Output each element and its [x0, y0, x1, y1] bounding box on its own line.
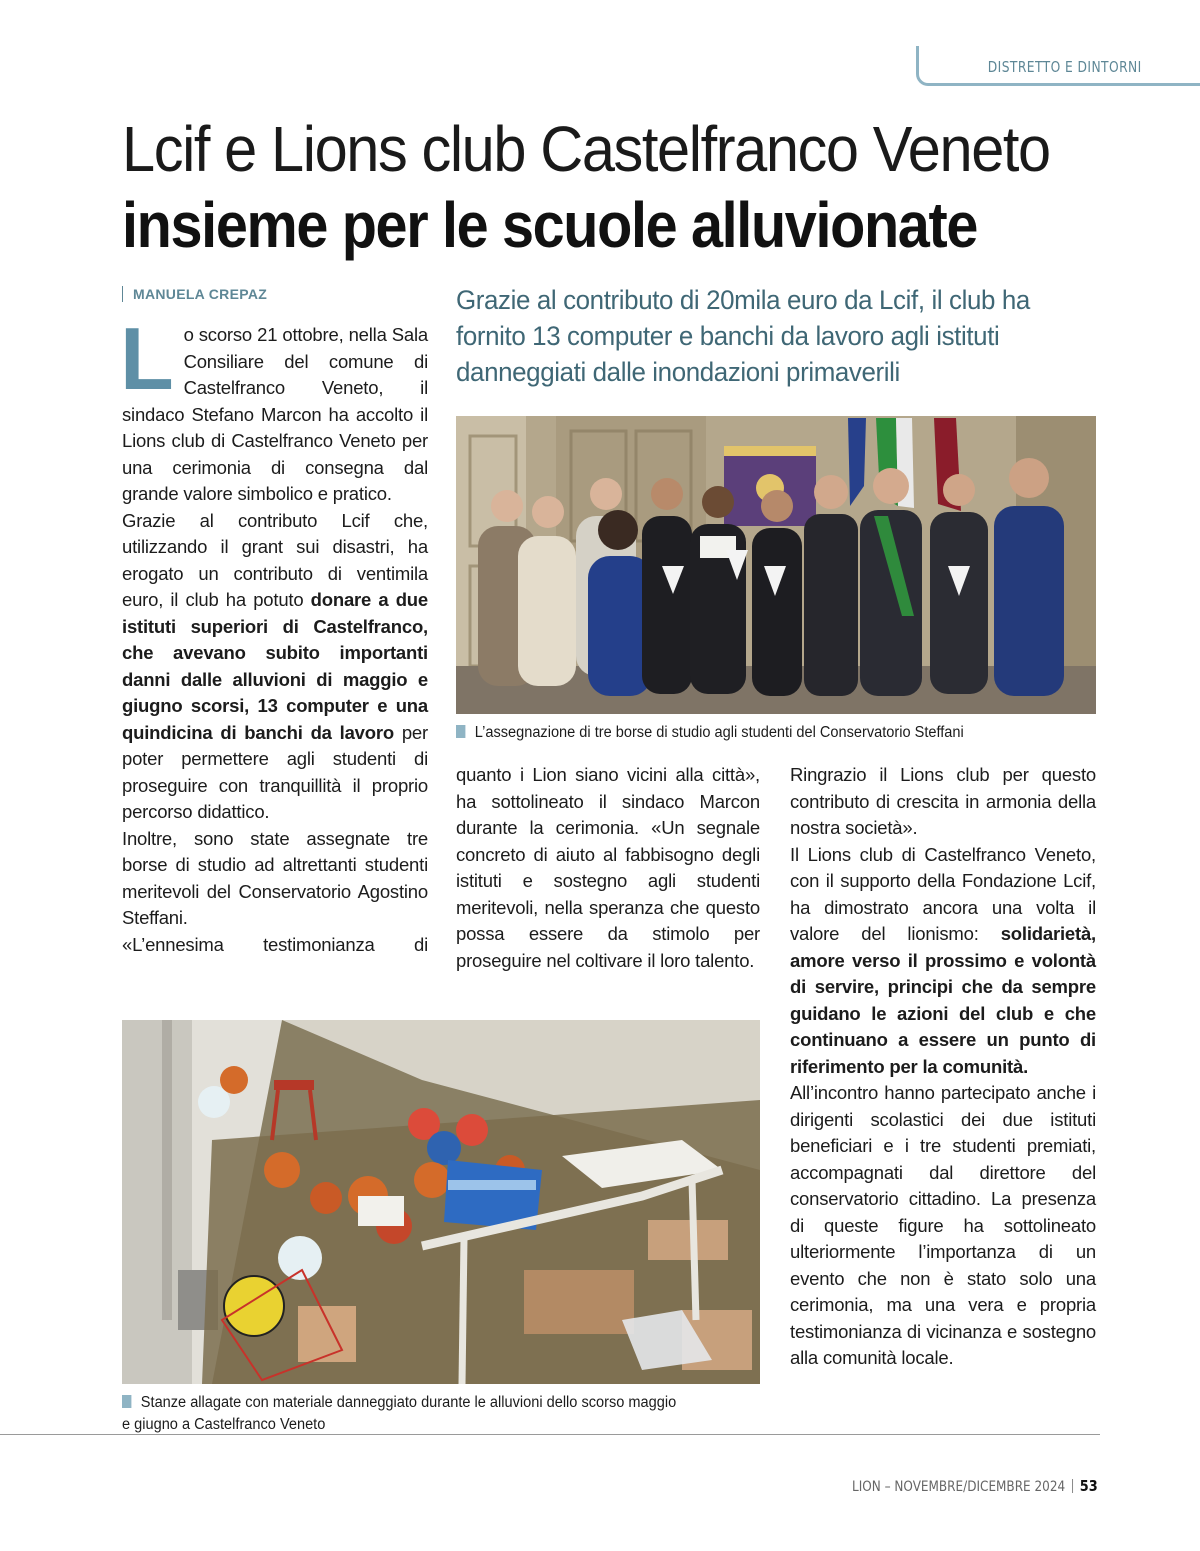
publication-info: LION – NOVEMBRE/DICEMBRE 2024	[852, 1479, 1066, 1495]
caption-text: Stanze allagate con materiale danneggiato durante le alluvioni dello scorso maggio	[140, 1394, 677, 1411]
text-column-2	[456, 762, 760, 974]
paragraph-bold-text: donare a due istituti superiori di Castelfranco, che avevano subito importanti danni dalle alluvioni di maggio e giugno scorsi, 13 computer e una quindicina di banchi da lavoro	[122, 589, 428, 743]
paragraph: All’incontro hanno partecipato anche i dirigenti scolastici dei due istituti beneficiari e i tre studenti premiati, accompagnati dal direttore del conservatorio cittadino. La presenza di queste figure ha sottolineato ulteriormente l’importanza di un evento che non è stato solo una cerimonia, ma una vera e propria testimonianza di vicinanza e sostegno alla comunità locale.	[790, 1082, 1096, 1368]
paragraph-text: Il Lions club di Castelfranco Veneto, con il supporto della Fondazione Lcif, ha dimostrato ancora una volta il valore del lionismo:	[790, 843, 1096, 944]
text-column-1	[120, 309, 428, 958]
flood-photo	[122, 1020, 760, 1384]
ceremony-photo-illustration	[456, 416, 1096, 714]
ceremony-photo	[456, 416, 1096, 714]
article-title-line-2: insieme per le scuole alluvionate	[122, 189, 977, 261]
page-footer	[852, 1477, 1098, 1495]
paragraph-text: Grazie al contributo Lcif che, utilizzando il grant sui disastri, ha erogato un contributo di ventimila euro, il club ha potuto	[122, 509, 428, 610]
paragraph	[790, 842, 1096, 1081]
article-title-line-1: Lcif e Lions club Castelfranco Veneto	[122, 113, 1050, 185]
caption-line: e giugno a Castelfranco Veneto	[122, 1416, 326, 1433]
caption-line	[122, 1392, 676, 1414]
article-subtitle: Grazie al contributo di 20mila euro da Lcif, il club ha fornito 13 computer e banchi da lavoro agli istituti danneggiati dalle inondazioni primaverili	[456, 285, 1030, 387]
page-number: 53	[1080, 1477, 1098, 1495]
byline	[122, 286, 267, 302]
drop-cap: L	[120, 309, 174, 408]
text-column-3	[790, 762, 1096, 1372]
ceremony-photo-caption	[456, 722, 964, 743]
paragraph-bold-text: solidarietà, amore verso il prossimo e volontà di servire, principi che da sempre guidano le azioni del club e che continuano a essere un punto di riferimento per la comunità.	[790, 923, 1096, 1077]
flood-photo-illustration	[122, 1020, 760, 1384]
paragraph: Inoltre, sono state assegnate tre borse di studio ad altrettanti studenti meritevoli del Conservatorio Agostino Steffani.	[122, 827, 428, 928]
author-name: MANUELA CREPAZ	[133, 286, 268, 302]
paragraph: o scorso 21 ottobre, nella Sala Consiliare del comune di Castelfranco Veneto, il sindaco Stefano Marcon ha accolto il Lions club di Castelfranco Veneto per una cerimonia di consegna dal grande valore simbolico e pratico.	[122, 324, 428, 504]
flood-photo-caption	[122, 1392, 676, 1436]
section-label: DISTRETTO E DINTORNI	[988, 58, 1142, 76]
footer-separator	[1072, 1479, 1073, 1493]
paragraph: «L’ennesima testimonianza di	[122, 933, 428, 955]
footer-divider	[0, 1434, 1100, 1435]
byline-bar	[122, 286, 123, 302]
paragraph-text: per poter permettere agli studenti di proseguire con tranquillità il proprio percorso didattico.	[122, 721, 428, 822]
section-tab	[916, 46, 1200, 86]
caption-marker	[456, 725, 465, 738]
paragraph	[122, 508, 428, 826]
paragraph: quanto i Lion siano vicini alla città», ha sottolineato il sindaco Marcon durante la cerimonia. «Un segnale concreto di aiuto al fabbisogno degli istituti e sostegno agli studenti meritevoli, nella speranza che questo possa essere da stimolo per proseguire nel coltivare il loro talento.	[456, 764, 760, 971]
paragraph: Ringrazio il Lions club per questo contributo di crescita in armonia della nostra società».	[790, 764, 1096, 838]
caption-marker	[122, 1395, 131, 1408]
caption-text: L’assegnazione di tre borse di studio agli studenti del Conservatorio Steffani	[474, 724, 964, 741]
